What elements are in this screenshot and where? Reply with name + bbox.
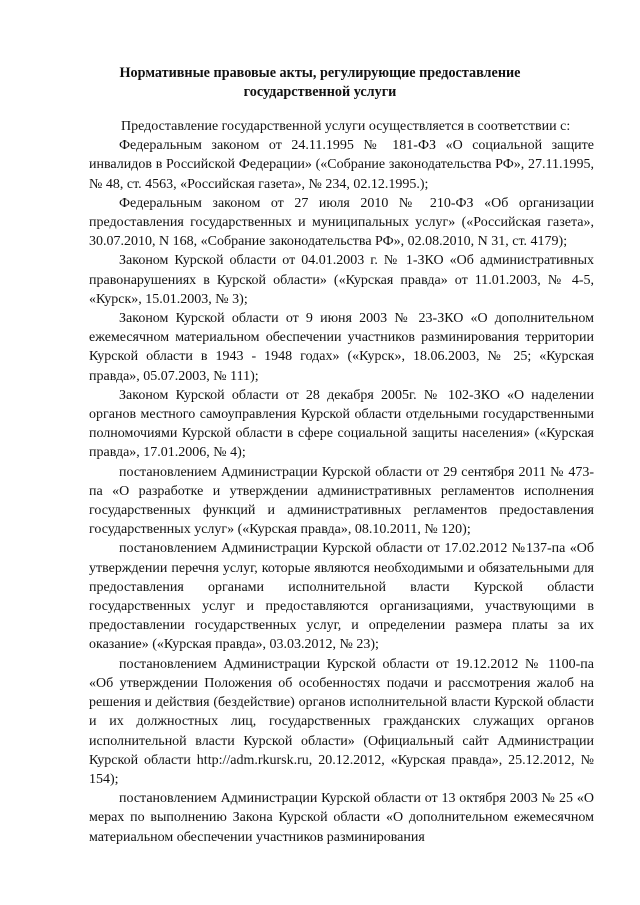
- decree-paragraph-25: постановлением Администрации Курской области от 13 октября 2003 № 25 «О мерах по выполнению Закона Курской области «О дополнительном ежемесячном материальном обеспечении участников разминирования: [89, 791, 594, 845]
- law-paragraph-23-zko: Законом Курской области от 9 июня 2003 № 23-ЗКО «О дополнительном ежемесячном материальном обеспечении участников разминирования территории Курской области в 1943 - 1948 годах» («Курск», 18.06.2003, № 25; «Курская правда», 05.07.2003, № 111);: [89, 311, 594, 384]
- law-paragraph-1-zko: Законом Курской области от 04.01.2003 г. № 1-ЗКО «Об административных правонарушениях в Курской области» («Курская правда» от 11.01.2003, № 4-5, «Курск», 15.01.2003, № 3);: [89, 253, 594, 307]
- law-paragraph-102-zko: Законом Курской области от 28 декабря 2005г. № 102-ЗКО «О наделении органов местного самоуправления Курской области отдельными государственными полномочиями Курской области в сфере социальной защиты населения» («Курская правда», 17.01.2006, № 4);: [89, 387, 594, 461]
- decree-paragraph-137-pa: постановлением Администрации Курской области от 17.02.2012 №137-па «Об утверждении перечня услуг, которые являются необходимыми и обязательными для предоставления органами исполнительной власти Курской области государственных услуг и предоставляются организациями, участвующими в предоставлении государственных услуг, и определении размера платы за их оказание» («Курская правда», 03.03.2012, № 23);: [89, 541, 594, 653]
- intro-paragraph: Предоставление государственной услуги осуществляется в соответствии с:: [121, 119, 571, 134]
- decree-paragraph-1100-pa: постановлением Администрации Курской области от 19.12.2012 № 1100-па «Об утверждении Положения об особенностях подачи и рассмотрения жалоб на решения и действия (бездействие) органов исполнительной власти Курской области и их должностных лиц, государственных гражданских служащих органов исполнительной власти Курской области» (Официальный сайт Администрации Курской области http://adm.rkursk.ru, 20.12.2012, «Курская правда», 25.12.2012, № 154);: [89, 656, 594, 787]
- law-paragraph-181-fz: Федеральным законом от 24.11.1995 № 181-ФЗ «О социальной защите инвалидов в Российской Федерации» («Собрание законодательства РФ», 27.11.1995, № 48, ст. 4563, «Российская газета», № 234, 02.12.1995.);: [89, 138, 594, 192]
- decree-paragraph-473-pa: постановлением Администрации Курской области от 29 сентября 2011 № 473-па «О разработке и утверждении административных регламентов исполнения государственных функций и административных регламентов предоставления государственных услуг» («Курская правда», 08.10.2011, № 120);: [89, 464, 594, 538]
- law-paragraph-210-fz: Федеральным законом от 27 июля 2010 № 210-ФЗ «Об организации предоставления государственных и муниципальных услуг» («Российская газета», 30.07.2010, N 168, «Собрание законодательства РФ», 02.08.2010, N 31, ст. 4179);: [89, 195, 594, 250]
- document-title: Нормативные правовые акты, регулирующие предоставление государственной услуги: [119, 65, 521, 100]
- document-body: [89, 117, 594, 847]
